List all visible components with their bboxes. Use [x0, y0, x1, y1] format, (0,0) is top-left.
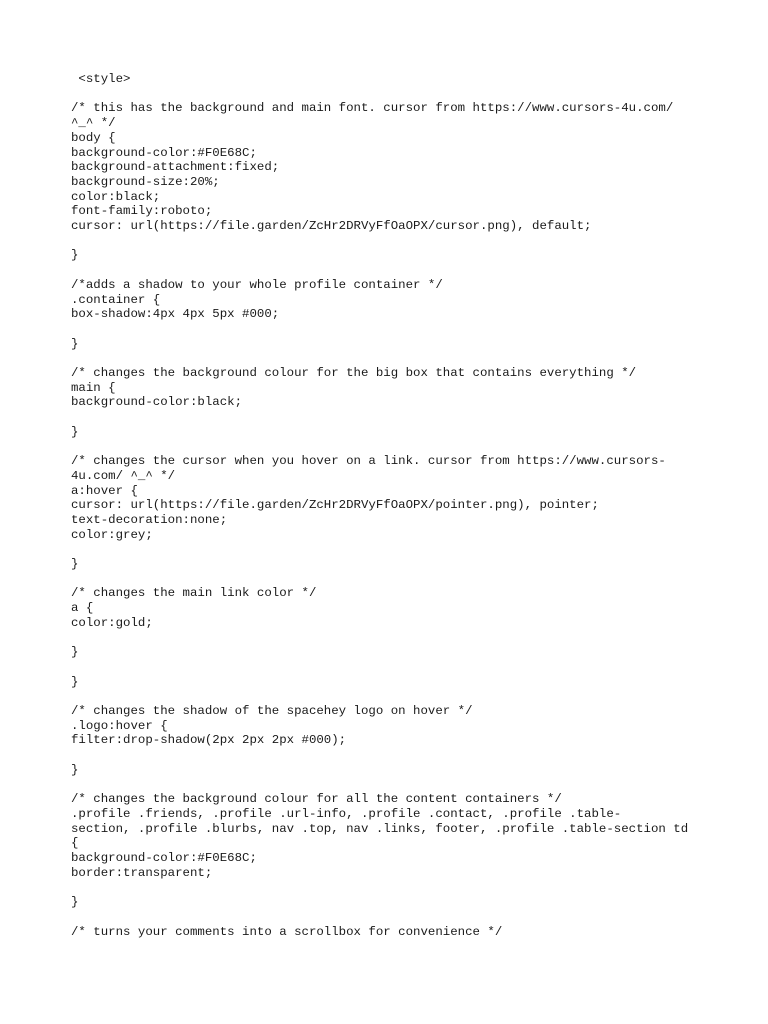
code-line: main {	[71, 380, 116, 395]
code-line: background-size:20%;	[71, 174, 220, 189]
code-line: .container {	[71, 292, 161, 307]
code-line: a:hover {	[71, 483, 138, 498]
code-line: background-color:#F0E68C;	[71, 145, 257, 160]
code-line: }	[71, 248, 79, 263]
code-line: /* changes the shadow of the spacehey logo on hover */	[71, 704, 473, 719]
code-line: font-family:roboto;	[71, 204, 213, 219]
code-line	[71, 351, 731, 366]
code-line: filter:drop-shadow(2px 2px 2px #000);	[71, 733, 347, 748]
code-line	[71, 439, 731, 454]
code-line: color:gold;	[71, 615, 153, 630]
code-line: color:black;	[71, 189, 161, 204]
code-line: }	[71, 762, 79, 777]
code-line: 4u.com/ ^_^ */	[71, 468, 176, 483]
code-line: /* changes the background colour for the big box that contains everything */	[71, 365, 637, 380]
code-line	[71, 631, 731, 646]
code-line: a {	[71, 601, 94, 616]
code-line: background-color:black;	[71, 395, 243, 410]
code-line: .logo:hover {	[71, 718, 168, 733]
code-line	[71, 880, 731, 895]
code-line: border:transparent;	[71, 865, 213, 880]
code-line: /* changes the cursor when you hover on a link. cursor from https://www.cursors-	[71, 454, 666, 469]
code-line: section, .profile .blurbs, nav .top, nav .links, footer, .profile .table-section td	[71, 821, 689, 836]
code-line: }	[71, 424, 79, 439]
code-line: color:grey;	[71, 527, 153, 542]
code-line	[71, 542, 731, 557]
code-line: cursor: url(https://file.garden/ZcHr2DRVyFfOaOPX/cursor.png), default;	[71, 219, 592, 234]
code-line	[71, 87, 731, 102]
code-line: }	[71, 557, 79, 572]
code-line	[71, 572, 731, 587]
code-line: {	[71, 836, 79, 851]
code-line	[71, 234, 731, 249]
code-line	[71, 910, 731, 925]
code-line: text-decoration:none;	[71, 512, 228, 527]
code-line	[71, 778, 731, 793]
code-line: /*adds a shadow to your whole profile container */	[71, 277, 443, 292]
code-line	[71, 689, 731, 704]
code-line: background-color:#F0E68C;	[71, 851, 257, 866]
code-line: }	[71, 645, 79, 660]
document-page	[71, 72, 731, 939]
code-line	[71, 748, 731, 763]
code-line: cursor: url(https://file.garden/ZcHr2DRVyFfOaOPX/pointer.png), pointer;	[71, 498, 599, 513]
code-line: /* changes the background colour for all the content containers */	[71, 792, 562, 807]
code-line: }	[71, 674, 79, 689]
code-line: ^_^ */	[71, 116, 116, 131]
code-line: }	[71, 336, 79, 351]
code-line	[71, 263, 731, 278]
code-line: /* changes the main link color */	[71, 586, 317, 601]
code-line	[71, 410, 731, 425]
code-line	[71, 660, 731, 675]
code-line: background-attachment:fixed;	[71, 160, 280, 175]
code-line: body {	[71, 130, 116, 145]
code-line: }	[71, 895, 79, 910]
code-line: .profile .friends, .profile .url-info, .profile .contact, .profile .table-	[71, 806, 622, 821]
code-line: <style>	[71, 72, 131, 86]
code-line: /* this has the background and main font. cursor from https://www.cursors-4u.com/	[71, 101, 674, 116]
code-line: box-shadow:4px 4px 5px #000;	[71, 307, 280, 322]
code-line	[71, 322, 731, 337]
code-line: /* turns your comments into a scrollbox for convenience */	[71, 924, 503, 939]
